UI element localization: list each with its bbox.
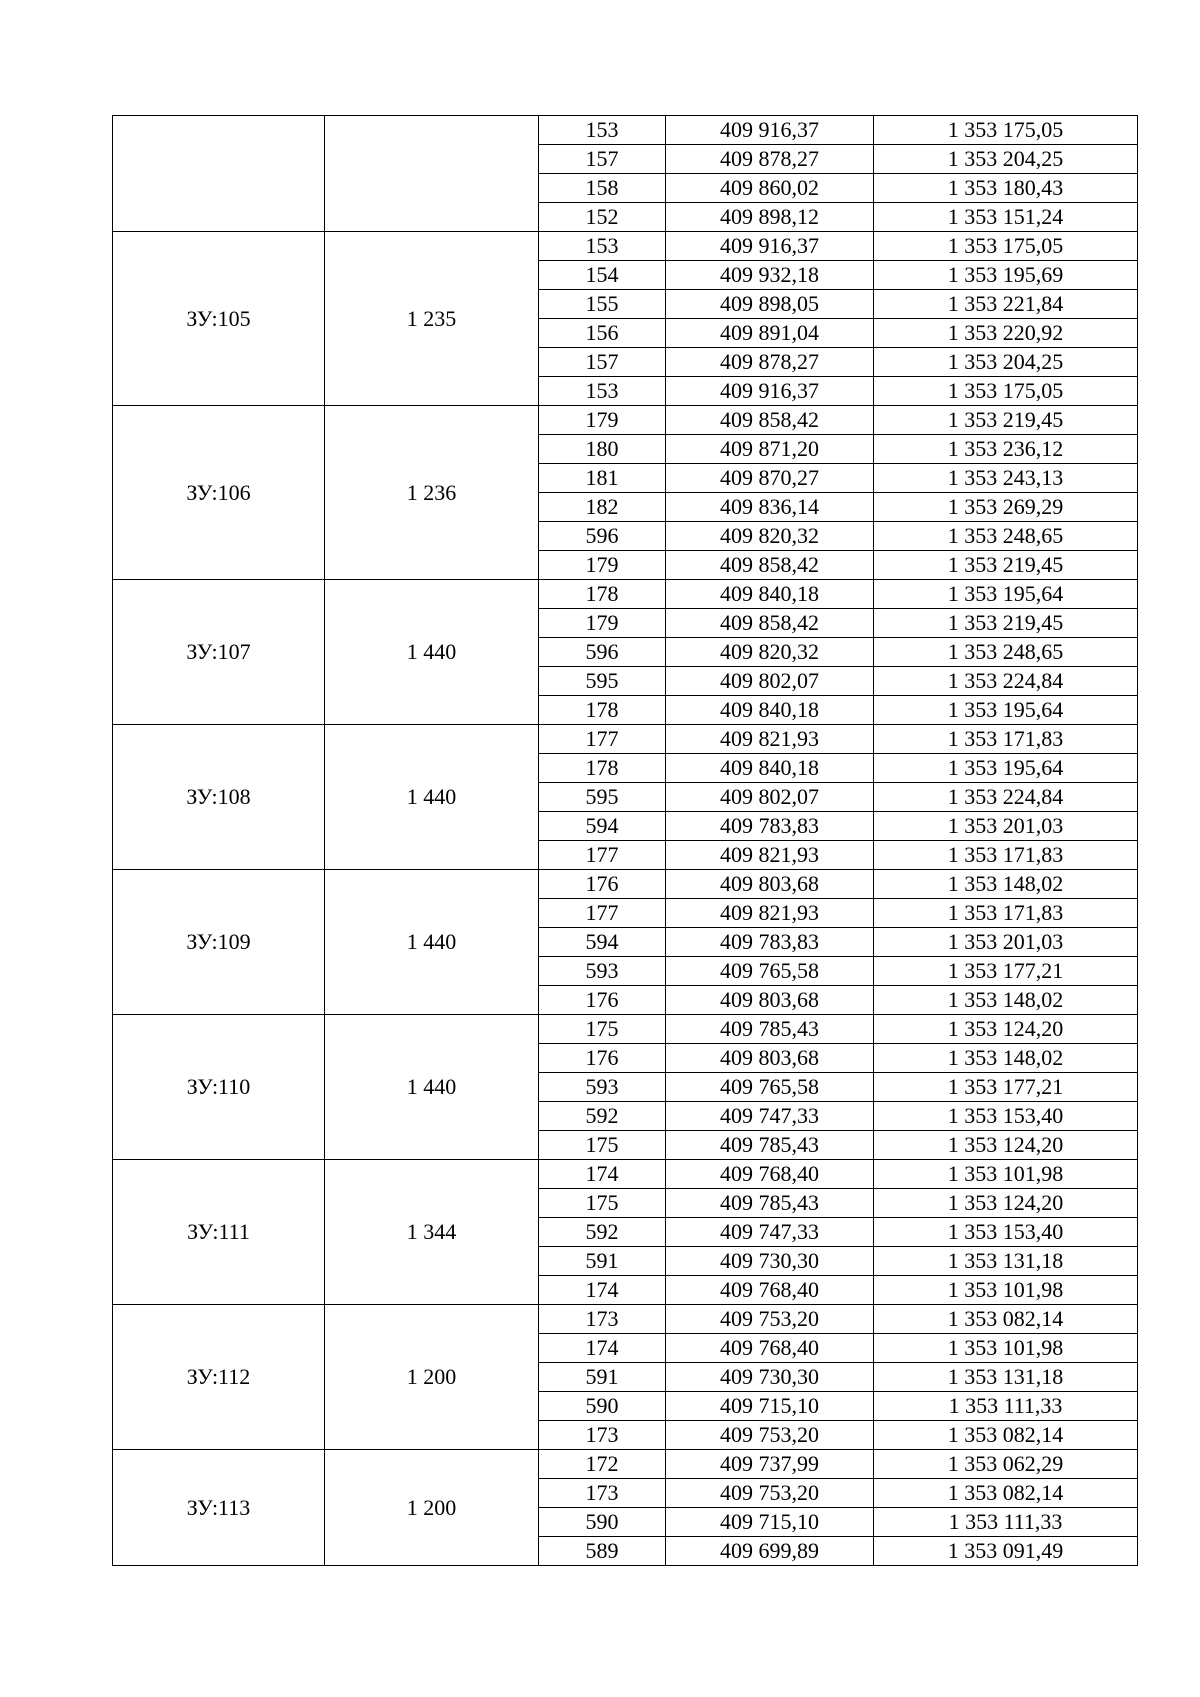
point-number-cell: 174 [539,1276,666,1305]
area-cell: 1 440 [325,1015,539,1160]
y-coordinate-cell: 1 353 124,20 [874,1131,1138,1160]
y-coordinate-cell: 1 353 195,64 [874,696,1138,725]
point-number-cell: 177 [539,899,666,928]
point-number-cell: 590 [539,1392,666,1421]
x-coordinate-cell: 409 730,30 [666,1247,874,1276]
y-coordinate-cell: 1 353 175,05 [874,377,1138,406]
area-cell: 1 440 [325,580,539,725]
y-coordinate-cell: 1 353 062,29 [874,1450,1138,1479]
x-coordinate-cell: 409 753,20 [666,1479,874,1508]
x-coordinate-cell: 409 803,68 [666,986,874,1015]
point-number-cell: 179 [539,609,666,638]
y-coordinate-cell: 1 353 219,45 [874,551,1138,580]
x-coordinate-cell: 409 891,04 [666,319,874,348]
table-row [113,406,1138,435]
area-cell: 1 344 [325,1160,539,1305]
plot-id-cell: ЗУ:109 [113,870,325,1015]
x-coordinate-cell: 409 820,32 [666,638,874,667]
x-coordinate-cell: 409 715,10 [666,1392,874,1421]
point-number-cell: 176 [539,1044,666,1073]
table-row [113,232,1138,261]
plot-id-cell: ЗУ:105 [113,232,325,406]
y-coordinate-cell: 1 353 236,12 [874,435,1138,464]
x-coordinate-cell: 409 878,27 [666,145,874,174]
y-coordinate-cell: 1 353 171,83 [874,841,1138,870]
x-coordinate-cell: 409 898,05 [666,290,874,319]
point-number-cell: 173 [539,1421,666,1450]
area-cell: 1 200 [325,1305,539,1450]
x-coordinate-cell: 409 802,07 [666,783,874,812]
y-coordinate-cell: 1 353 111,33 [874,1392,1138,1421]
x-coordinate-cell: 409 783,83 [666,928,874,957]
plot-id-cell: ЗУ:111 [113,1160,325,1305]
y-coordinate-cell: 1 353 243,13 [874,464,1138,493]
point-number-cell: 173 [539,1479,666,1508]
x-coordinate-cell: 409 858,42 [666,406,874,435]
point-number-cell: 593 [539,957,666,986]
x-coordinate-cell: 409 768,40 [666,1160,874,1189]
x-coordinate-cell: 409 821,93 [666,841,874,870]
plot-id-cell: ЗУ:106 [113,406,325,580]
y-coordinate-cell: 1 353 195,64 [874,754,1138,783]
y-coordinate-cell: 1 353 195,69 [874,261,1138,290]
point-number-cell: 173 [539,1305,666,1334]
y-coordinate-cell: 1 353 153,40 [874,1102,1138,1131]
table-row [113,870,1138,899]
plot-id-cell: ЗУ:107 [113,580,325,725]
point-number-cell: 157 [539,145,666,174]
y-coordinate-cell: 1 353 171,83 [874,899,1138,928]
point-number-cell: 595 [539,783,666,812]
point-number-cell: 175 [539,1189,666,1218]
x-coordinate-cell: 409 836,14 [666,493,874,522]
area-cell: 1 440 [325,725,539,870]
x-coordinate-cell: 409 821,93 [666,899,874,928]
y-coordinate-cell: 1 353 269,29 [874,493,1138,522]
y-coordinate-cell: 1 353 148,02 [874,870,1138,899]
y-coordinate-cell: 1 353 101,98 [874,1276,1138,1305]
x-coordinate-cell: 409 871,20 [666,435,874,464]
point-number-cell: 591 [539,1363,666,1392]
y-coordinate-cell: 1 353 204,25 [874,348,1138,377]
y-coordinate-cell: 1 353 131,18 [874,1363,1138,1392]
table-row [113,580,1138,609]
x-coordinate-cell: 409 765,58 [666,957,874,986]
x-coordinate-cell: 409 715,10 [666,1508,874,1537]
y-coordinate-cell: 1 353 224,84 [874,783,1138,812]
area-cell: 1 200 [325,1450,539,1566]
point-number-cell: 156 [539,319,666,348]
point-number-cell: 178 [539,754,666,783]
point-number-cell: 174 [539,1160,666,1189]
area-cell: 1 440 [325,870,539,1015]
point-number-cell: 153 [539,377,666,406]
table-row [113,1160,1138,1189]
y-coordinate-cell: 1 353 177,21 [874,1073,1138,1102]
y-coordinate-cell: 1 353 101,98 [874,1334,1138,1363]
x-coordinate-cell: 409 785,43 [666,1131,874,1160]
x-coordinate-cell: 409 898,12 [666,203,874,232]
point-number-cell: 594 [539,812,666,841]
x-coordinate-cell: 409 820,32 [666,522,874,551]
point-number-cell: 152 [539,203,666,232]
y-coordinate-cell: 1 353 153,40 [874,1218,1138,1247]
point-number-cell: 175 [539,1015,666,1044]
point-number-cell: 591 [539,1247,666,1276]
x-coordinate-cell: 409 765,58 [666,1073,874,1102]
point-number-cell: 175 [539,1131,666,1160]
y-coordinate-cell: 1 353 219,45 [874,406,1138,435]
x-coordinate-cell: 409 768,40 [666,1334,874,1363]
x-coordinate-cell: 409 753,20 [666,1421,874,1450]
y-coordinate-cell: 1 353 201,03 [874,928,1138,957]
y-coordinate-cell: 1 353 224,84 [874,667,1138,696]
x-coordinate-cell: 409 840,18 [666,754,874,783]
plot-id-cell [113,116,325,232]
x-coordinate-cell: 409 737,99 [666,1450,874,1479]
table-row [113,116,1138,145]
x-coordinate-cell: 409 747,33 [666,1102,874,1131]
y-coordinate-cell: 1 353 177,21 [874,957,1138,986]
point-number-cell: 177 [539,841,666,870]
point-number-cell: 153 [539,232,666,261]
point-number-cell: 592 [539,1102,666,1131]
point-number-cell: 594 [539,928,666,957]
y-coordinate-cell: 1 353 091,49 [874,1537,1138,1566]
y-coordinate-cell: 1 353 221,84 [874,290,1138,319]
x-coordinate-cell: 409 730,30 [666,1363,874,1392]
x-coordinate-cell: 409 768,40 [666,1276,874,1305]
x-coordinate-cell: 409 785,43 [666,1015,874,1044]
x-coordinate-cell: 409 783,83 [666,812,874,841]
y-coordinate-cell: 1 353 248,65 [874,638,1138,667]
point-number-cell: 180 [539,435,666,464]
point-number-cell: 593 [539,1073,666,1102]
y-coordinate-cell: 1 353 175,05 [874,232,1138,261]
point-number-cell: 596 [539,638,666,667]
point-number-cell: 174 [539,1334,666,1363]
x-coordinate-cell: 409 916,37 [666,232,874,261]
point-number-cell: 176 [539,986,666,1015]
x-coordinate-cell: 409 840,18 [666,696,874,725]
y-coordinate-cell: 1 353 175,05 [874,116,1138,145]
x-coordinate-cell: 409 860,02 [666,174,874,203]
y-coordinate-cell: 1 353 101,98 [874,1160,1138,1189]
y-coordinate-cell: 1 353 171,83 [874,725,1138,754]
x-coordinate-cell: 409 821,93 [666,725,874,754]
y-coordinate-cell: 1 353 082,14 [874,1421,1138,1450]
area-cell: 1 236 [325,406,539,580]
point-number-cell: 154 [539,261,666,290]
table-row [113,1305,1138,1334]
y-coordinate-cell: 1 353 148,02 [874,1044,1138,1073]
y-coordinate-cell: 1 353 219,45 [874,609,1138,638]
x-coordinate-cell: 409 858,42 [666,609,874,638]
point-number-cell: 596 [539,522,666,551]
x-coordinate-cell: 409 753,20 [666,1305,874,1334]
coordinates-table-body [113,116,1138,1566]
point-number-cell: 178 [539,696,666,725]
x-coordinate-cell: 409 858,42 [666,551,874,580]
x-coordinate-cell: 409 840,18 [666,580,874,609]
y-coordinate-cell: 1 353 124,20 [874,1015,1138,1044]
point-number-cell: 158 [539,174,666,203]
point-number-cell: 179 [539,551,666,580]
table-row [113,1450,1138,1479]
point-number-cell: 153 [539,116,666,145]
point-number-cell: 179 [539,406,666,435]
point-number-cell: 157 [539,348,666,377]
point-number-cell: 177 [539,725,666,754]
point-number-cell: 172 [539,1450,666,1479]
area-cell [325,116,539,232]
area-cell: 1 235 [325,232,539,406]
y-coordinate-cell: 1 353 195,64 [874,580,1138,609]
x-coordinate-cell: 409 785,43 [666,1189,874,1218]
point-number-cell: 178 [539,580,666,609]
x-coordinate-cell: 409 802,07 [666,667,874,696]
x-coordinate-cell: 409 747,33 [666,1218,874,1247]
x-coordinate-cell: 409 870,27 [666,464,874,493]
point-number-cell: 590 [539,1508,666,1537]
y-coordinate-cell: 1 353 124,20 [874,1189,1138,1218]
y-coordinate-cell: 1 353 180,43 [874,174,1138,203]
x-coordinate-cell: 409 878,27 [666,348,874,377]
x-coordinate-cell: 409 916,37 [666,377,874,406]
point-number-cell: 589 [539,1537,666,1566]
y-coordinate-cell: 1 353 248,65 [874,522,1138,551]
point-number-cell: 176 [539,870,666,899]
x-coordinate-cell: 409 803,68 [666,1044,874,1073]
coordinates-table [112,115,1138,1566]
y-coordinate-cell: 1 353 082,14 [874,1479,1138,1508]
point-number-cell: 155 [539,290,666,319]
point-number-cell: 181 [539,464,666,493]
y-coordinate-cell: 1 353 082,14 [874,1305,1138,1334]
y-coordinate-cell: 1 353 111,33 [874,1508,1138,1537]
y-coordinate-cell: 1 353 220,92 [874,319,1138,348]
y-coordinate-cell: 1 353 148,02 [874,986,1138,1015]
x-coordinate-cell: 409 699,89 [666,1537,874,1566]
x-coordinate-cell: 409 803,68 [666,870,874,899]
point-number-cell: 592 [539,1218,666,1247]
plot-id-cell: ЗУ:113 [113,1450,325,1566]
y-coordinate-cell: 1 353 201,03 [874,812,1138,841]
x-coordinate-cell: 409 916,37 [666,116,874,145]
plot-id-cell: ЗУ:108 [113,725,325,870]
x-coordinate-cell: 409 932,18 [666,261,874,290]
y-coordinate-cell: 1 353 151,24 [874,203,1138,232]
y-coordinate-cell: 1 353 204,25 [874,145,1138,174]
point-number-cell: 182 [539,493,666,522]
y-coordinate-cell: 1 353 131,18 [874,1247,1138,1276]
point-number-cell: 595 [539,667,666,696]
plot-id-cell: ЗУ:110 [113,1015,325,1160]
table-row [113,1015,1138,1044]
plot-id-cell: ЗУ:112 [113,1305,325,1450]
table-row [113,725,1138,754]
